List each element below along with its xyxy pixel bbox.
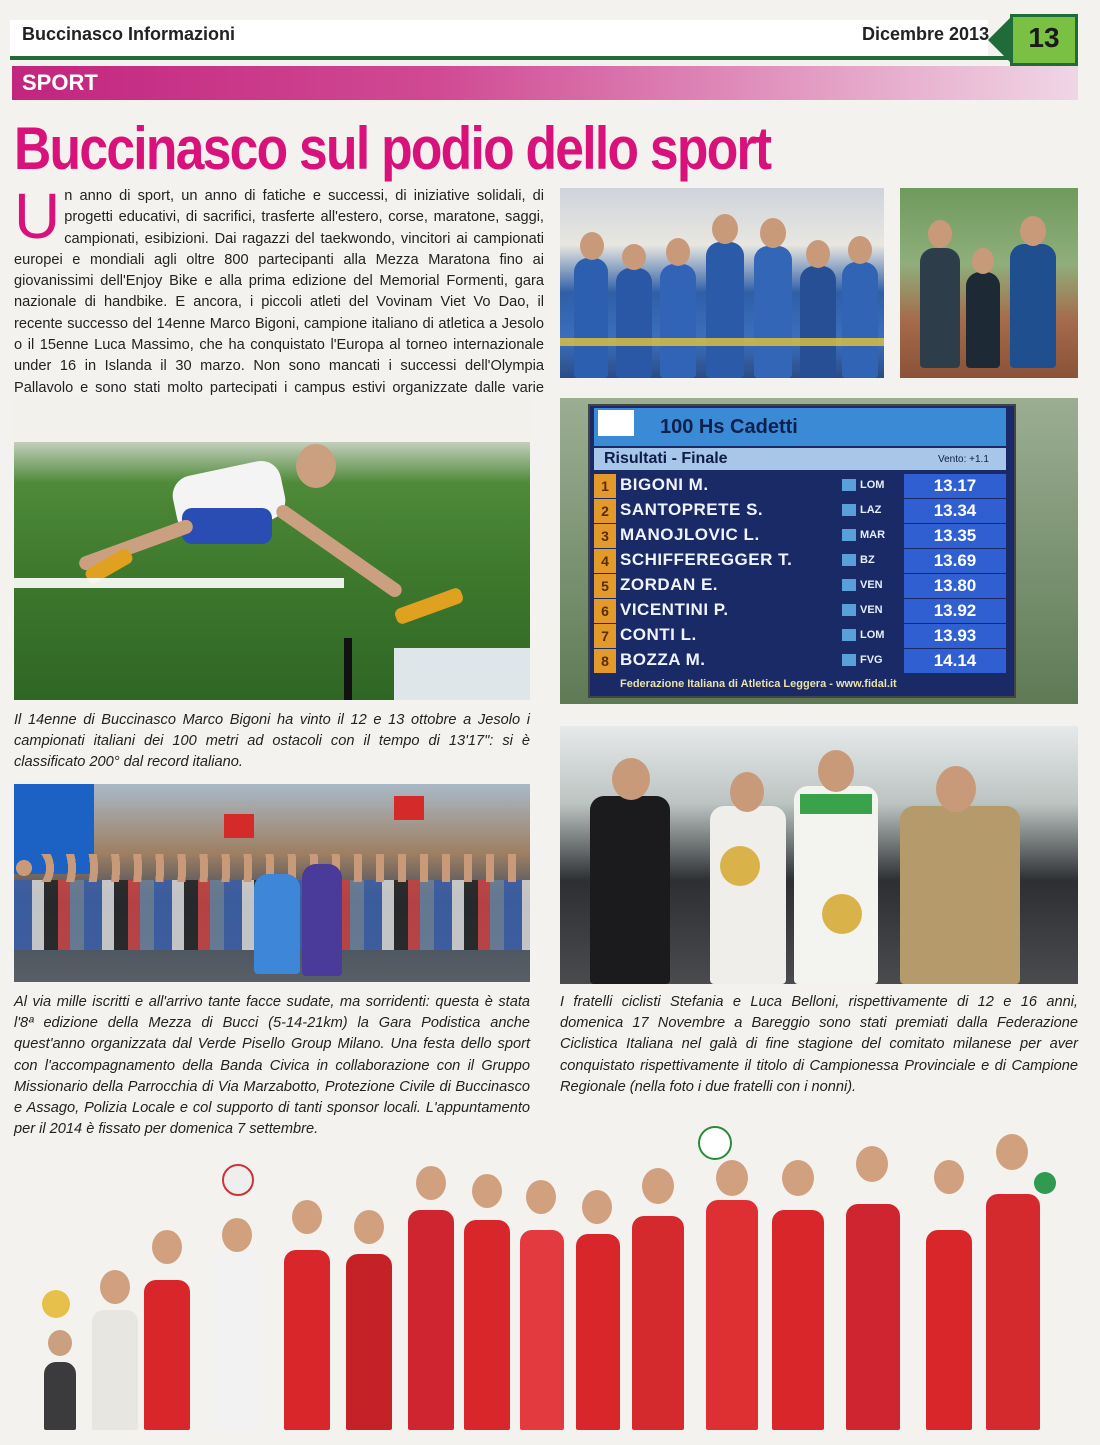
result-region: VEN — [860, 604, 883, 616]
result-row — [594, 624, 1006, 649]
region-flag-icon — [842, 579, 856, 591]
result-row — [594, 524, 1006, 549]
photo-cyclists — [560, 726, 1078, 984]
region-flag-icon — [842, 504, 856, 516]
result-name: VICENTINI P. — [620, 600, 729, 619]
result-time: 13.80 — [904, 574, 1006, 598]
header-rule — [10, 56, 1078, 60]
scoreboard-wind: Vento: +1.1 — [938, 454, 989, 465]
scoreboard-title: 100 Hs Cadetti — [660, 416, 798, 438]
intro-text: n anno di sport, un anno di fatiche e successi, di iniziative solidali, di progetti educativi, di sacrifici, trasferte all'estero, corse, maratone, saggi, campionati, esibizioni. Dai ragazzi del taekwondo, vincitori ai campionati europei e mondiali agli oltre 800 partecipanti alla Mezza Maratona fino ai giovanissimi dell'Enjoy Bike e alla prima edizione del Memorial Formenti, gara nazionale di handbike. E ancora, i piccoli atleti del Vovinam Viet Vo Dao, il recente successo del 14enne Marco Bigoni, campione italiano di atletica a Jesolo o il 15enne Luca Massimo, che ha conquistato l'Europa al torneo internazionale under 16 in Islanda il 30 marzo. Non sono mancati i successi dell'Olympia Pallavolo e sono stati molto partecipati i campus estivi organizzate dalle varie — [14, 188, 544, 396]
region-flag-icon — [842, 479, 856, 491]
photo-vovinam-group — [560, 188, 884, 378]
result-time: 13.17 — [904, 474, 1006, 498]
result-name: SANTOPRETE S. — [620, 500, 764, 519]
result-rank: 5 — [594, 574, 616, 598]
region-flag-icon — [842, 529, 856, 541]
caption-hurdles: Il 14enne di Buccinasco Marco Bigoni ha vinto il 12 e 13 ottobre a Jesolo i campionati italiani dei 100 metri ad ostacoli con il tempo di 13'17": si è classificato 200° dal record italiano. — [14, 712, 530, 771]
result-region: LOM — [860, 479, 885, 491]
photo-tennis-award — [900, 188, 1078, 378]
result-region: LAZ — [860, 504, 882, 516]
photo-volleyball-team — [30, 1120, 1060, 1430]
headline: Buccinasco sul podio dello sport — [14, 115, 771, 182]
result-time: 13.93 — [904, 624, 1006, 648]
result-region: MAR — [860, 529, 886, 541]
result-rank: 8 — [594, 649, 616, 673]
drop-cap: U — [14, 180, 61, 252]
section-label: SPORT — [22, 70, 98, 95]
result-rank: 4 — [594, 549, 616, 573]
scoreboard-footer: Federazione Italiana di Atletica Leggera - www.fidal.it — [620, 678, 897, 690]
photo-race-start — [14, 784, 530, 982]
result-time: 13.34 — [904, 499, 1006, 523]
result-time: 13.92 — [904, 599, 1006, 623]
publication-title: Buccinasco Informazioni — [22, 24, 236, 44]
caption-race: Al via mille iscritti e all'arrivo tante facce sudate, ma sorridenti: questa è stata l'8ª edizione della Mezza di Bucci (5-14-21km) la Gara Podistica anche quest'anno organizzata dal Verde Pisello Group Milano. Una festa dello sport con l'accompagnamento della Banda Civica in collaborazione con il Gruppo Missionario della Parrocchia di Via Marzabotto, Protezione Civile di Buccinasco e Assago, Polizia Locale e col supporto di tanti sponsor locali. L'appuntamento per il 2014 è fissato per domenica 7 settembre. — [14, 994, 530, 1138]
result-region: VEN — [860, 579, 883, 591]
result-row — [594, 549, 1006, 574]
section-bar — [12, 66, 1078, 100]
result-name: MANOJLOVIC L. — [620, 525, 760, 544]
scoreboard-subtitle: Risultati - Finale — [604, 450, 728, 467]
result-name: BOZZA M. — [620, 650, 706, 669]
scoreboard-title-bar — [594, 408, 1006, 446]
result-region: LOM — [860, 629, 885, 641]
result-region: BZ — [860, 554, 875, 566]
result-rank: 6 — [594, 599, 616, 623]
result-row — [594, 649, 1006, 674]
result-time: 14.14 — [904, 649, 1006, 673]
result-rank: 7 — [594, 624, 616, 648]
intro-article — [14, 180, 544, 420]
result-name: CONTI L. — [620, 625, 697, 644]
result-region: FVG — [860, 654, 883, 666]
result-name: SCHIFFEREGGER T. — [620, 550, 793, 569]
photo-hurdler — [14, 398, 530, 700]
region-flag-icon — [842, 554, 856, 566]
result-time: 13.69 — [904, 549, 1006, 573]
result-row — [594, 574, 1006, 599]
result-row — [594, 499, 1006, 524]
page-number: 13 — [1028, 22, 1060, 53]
region-flag-icon — [842, 629, 856, 641]
result-row — [594, 474, 1006, 499]
result-name: BIGONI M. — [620, 475, 709, 494]
result-name: ZORDAN E. — [620, 575, 718, 594]
region-flag-icon — [842, 604, 856, 616]
fidal-logo-icon — [598, 410, 634, 436]
caption-cycling: I fratelli ciclisti Stefania e Luca Belloni, rispettivamente di 12 e 16 anni, domenica 17 Novembre a Bareggio sono stati premiati dalla Federazione Ciclistica Italiana nel galà di fine stagione del comitato milanese per aver conquistato rispettivamente il titolo di Campionessa Provinciale e di Campione Regionale (nella foto i due fratelli con i nonni). — [560, 994, 1078, 1095]
region-flag-icon — [842, 654, 856, 666]
result-rank: 1 — [594, 474, 616, 498]
issue-date: Dicembre 2013 — [862, 24, 990, 44]
result-rank: 3 — [594, 524, 616, 548]
result-rank: 2 — [594, 499, 616, 523]
result-time: 13.35 — [904, 524, 1006, 548]
result-row — [594, 599, 1006, 624]
